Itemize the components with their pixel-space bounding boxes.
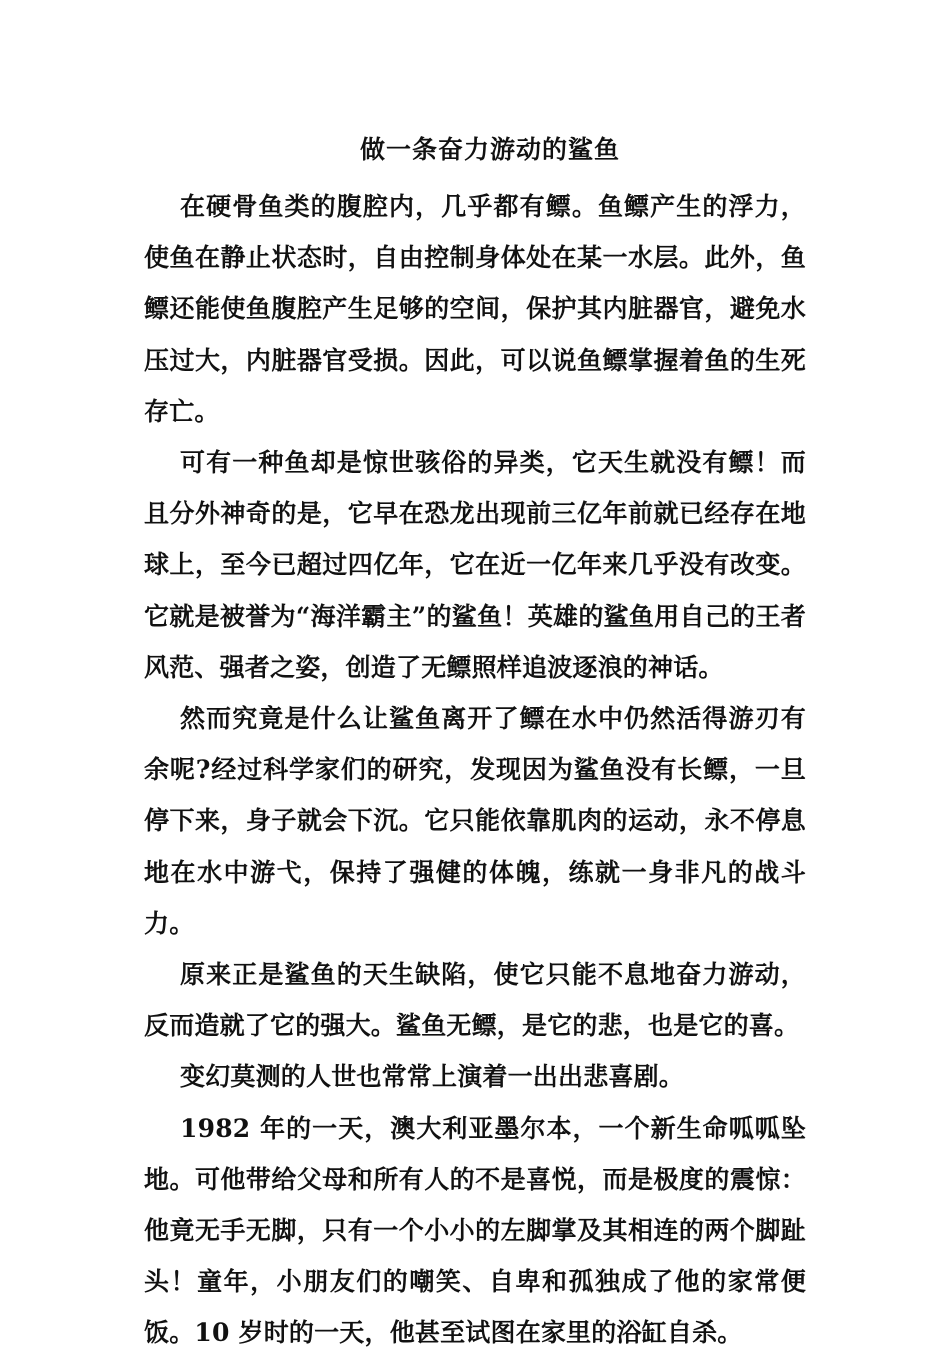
document-body — [144, 181, 806, 1359]
document-title: 做一条奋力游动的鲨鱼 — [359, 135, 620, 164]
paragraph: 可有一种鱼却是惊世骇俗的异类，它天生就没有鳔！而且分外神奇的是，它早在恐龙出现前三亿年前就已经存在地球上，至今已超过四亿年，它在近一亿年来几乎没有改变。它就是被誉为“海洋霸主”的鲨鱼！英雄的鲨鱼用自己的王者风范、强者之姿，创造了无鳔照样追波逐浪的神话。 — [144, 448, 806, 682]
paragraph: 变幻莫测的人世也常常上演着一出出悲喜剧。 — [180, 1062, 685, 1092]
paragraph: 1982 年的一天，澳大利亚墨尔本，一个新生命呱呱坠地。可他带给父母和所有人的不是喜悦，而是极度的震惊：他竟无手无脚，只有一个小小的左脚掌及其相连的两个脚趾头！童年，小朋友们的嘲笑、自卑和孤独成了他的家常便饭。10 岁时的一天，他甚至试图在家里的浴缸自杀。 — [144, 1113, 806, 1348]
paragraph: 然而究竟是什么让鲨鱼离开了鳔在水中仍然活得游刃有余呢?经过科学家们的研究，发现因为鲨鱼没有长鳔，一旦停下来，身子就会下沉。它只能依靠肌肉的运动，永不停息地在水中游弋，保持了强健的体魄，练就一身非凡的战斗力。 — [144, 704, 806, 938]
paragraph: 原来正是鲨鱼的天生缺陷，使它只能不息地奋力游动，反而造就了它的强大。鲨鱼无鳔，是它的悲，也是它的喜。 — [144, 960, 806, 1041]
paragraph: 在硬骨鱼类的腹腔内，几乎都有鳔。鱼鳔产生的浮力，使鱼在静止状态时，自由控制身体处在某一水层。此外，鱼鳔还能使鱼腹腔产生足够的空间，保护其内脏器官，避免水压过大，内脏器官受损。因此，可以说鱼鳔掌握着鱼的生死存亡。 — [144, 192, 806, 426]
